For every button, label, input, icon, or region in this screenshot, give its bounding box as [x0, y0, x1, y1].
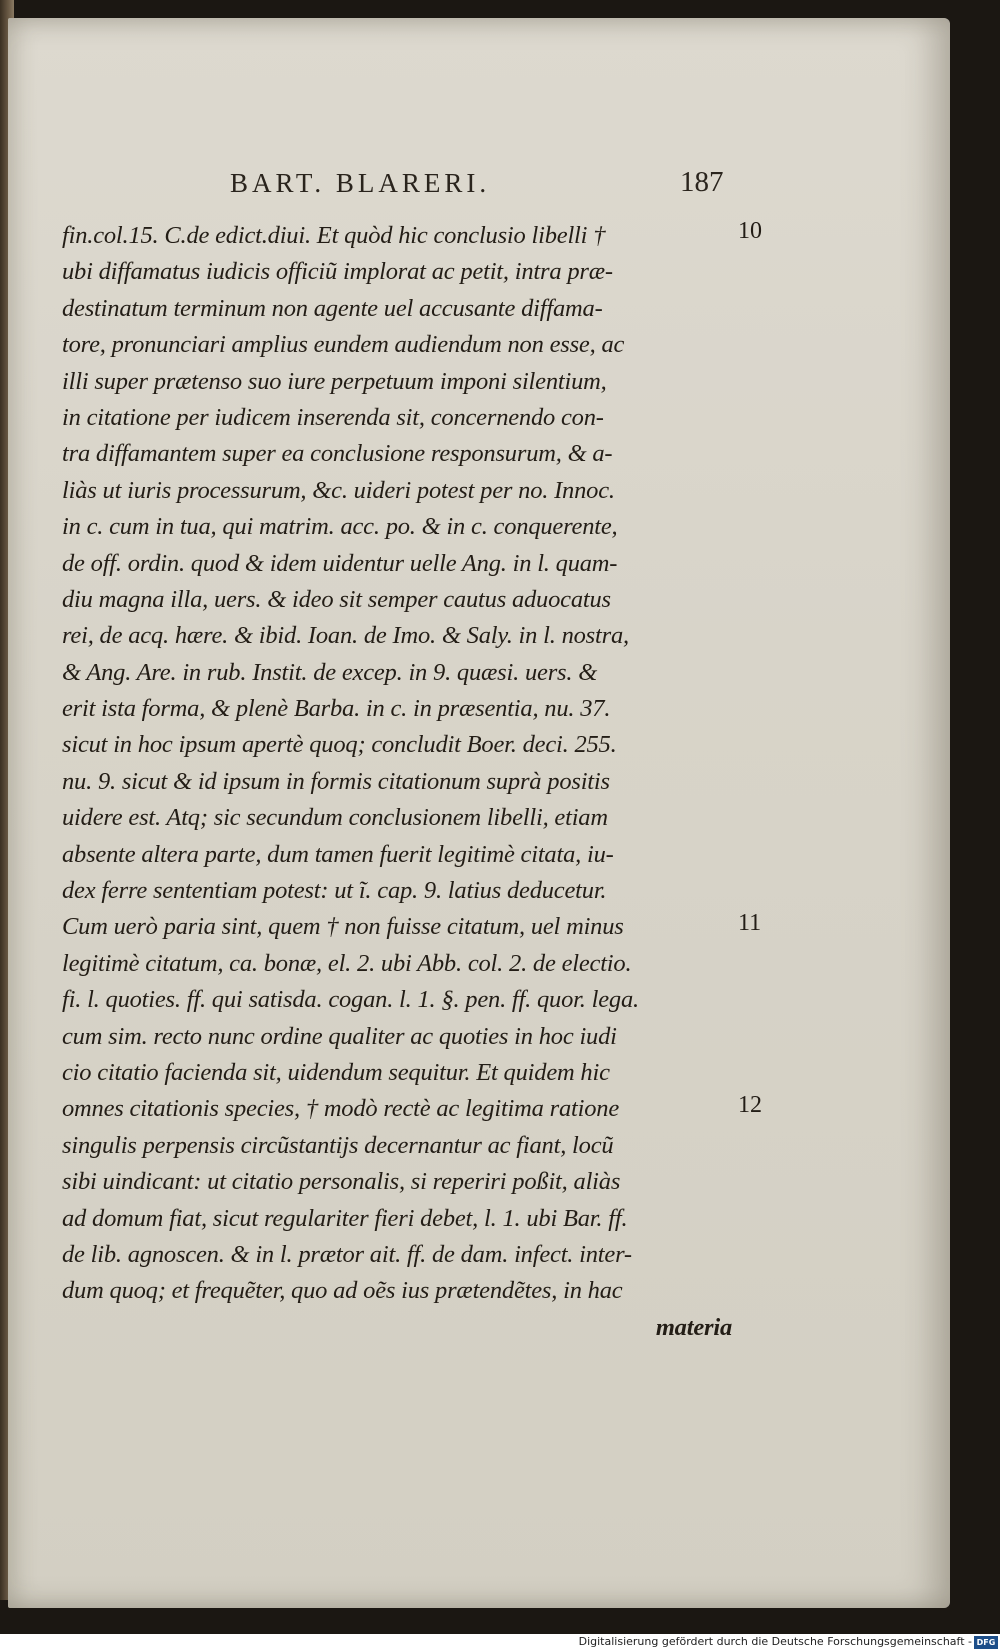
- text-line-content: omnes citationis species, † modò rectè ac legitima ratione: [62, 1095, 620, 1123]
- text-line: [62, 1055, 712, 1091]
- text-line: [62, 473, 712, 509]
- text-line: [62, 436, 712, 472]
- text-line-content: dex ferre sententiam potest: ut ĩ. cap. 9. latius deducetur.: [62, 877, 607, 905]
- text-line-content: sicut in hoc ipsum apertè quoq; concludit Boer. deci. 255.: [62, 731, 617, 759]
- book-page: [8, 18, 950, 1608]
- text-line-content: legitimè citatum, ca. bonæ, el. 2. ubi Abb. col. 2. de electio.: [62, 949, 632, 977]
- text-line-content: in citatione per iudicem inserenda sit, concernendo con-: [62, 403, 604, 431]
- text-line-content: liàs ut iuris processurum, &c. uideri potest per no. Innoc.: [62, 476, 615, 504]
- text-line: [62, 1091, 712, 1127]
- text-line-content: fi. l. quoties. ff. qui satisda. cogan. l. 1. §. pen. ff. quor. lega.: [62, 986, 639, 1014]
- running-head: BART. BLARERI.: [230, 168, 491, 198]
- text-line-content: illi super prætenso suo iure perpetuum imponi silentium,: [62, 367, 607, 395]
- text-line: [62, 1019, 712, 1055]
- text-line: [62, 982, 712, 1018]
- body-text: [62, 218, 732, 1346]
- text-line-content: Cum uerò paria sint, quem † non fuisse citatum, uel minus: [62, 913, 624, 941]
- text-line: [62, 873, 712, 909]
- text-line: [62, 218, 712, 254]
- text-line-content: erit ista forma, & plenè Barba. in c. in præsentia, nu. 37.: [62, 695, 611, 723]
- text-line-content: fin.col.15. C.de edict.diui. Et quòd hic conclusio libelli †: [62, 222, 606, 249]
- text-line: [62, 546, 712, 582]
- text-line-content: singulis perpensis circũstantijs decernantur ac fiant, locũ: [62, 1131, 614, 1159]
- text-line: [62, 254, 712, 290]
- text-line-content: uidere est. Atq; sic secundum conclusionem libelli, etiam: [62, 804, 608, 832]
- text-line-content: cum sim. recto nunc ordine qualiter ac quoties in hoc iudi: [62, 1022, 617, 1050]
- text-line: [62, 837, 712, 873]
- margin-number: 10: [738, 218, 762, 244]
- page-number: 187: [680, 166, 724, 198]
- text-line-content: rei, de acq. hære. & ibid. Ioan. de Imo. & Saly. in l. nostra,: [62, 622, 629, 650]
- catchword-line: [62, 1310, 732, 1346]
- text-line: [62, 582, 712, 618]
- text-line-content: tore, pronunciari amplius eundem audiendum non esse, ac: [62, 331, 625, 359]
- text-line: [62, 946, 712, 982]
- text-line: [62, 909, 712, 945]
- text-line-content: ubi diffamatus iudicis officiũ implorat ac petit, intra præ-: [62, 258, 613, 286]
- text-line: [62, 1237, 712, 1273]
- text-line: [62, 764, 712, 800]
- text-line-content: in c. cum in tua, qui matrim. acc. po. & in c. conquerente,: [62, 513, 618, 541]
- text-line: [62, 618, 712, 654]
- text-line-content: destinatum terminum non agente uel accusante diffama-: [62, 294, 603, 322]
- text-line: [62, 1201, 712, 1237]
- text-line-content: de off. ordin. quod & idem uidentur uelle Ang. in l. quam-: [62, 549, 618, 577]
- margin-number: 12: [738, 1091, 762, 1118]
- text-line: [62, 291, 712, 327]
- text-line-content: nu. 9. sicut & id ipsum in formis citationum suprà positis: [62, 767, 610, 795]
- text-line-content: sibi uindicant: ut citatio personalis, si reperiri poßit, aliàs: [62, 1168, 621, 1196]
- text-line: [62, 1164, 712, 1200]
- margin-number: 11: [738, 909, 762, 936]
- text-line-content: de lib. agnoscen. & in l. prætor ait. ff. de dam. infect. inter-: [62, 1240, 632, 1268]
- text-line: [62, 1128, 712, 1164]
- text-line-content: cio citatio facienda sit, uidendum sequitur. Et quidem hic: [62, 1058, 610, 1086]
- text-line: [62, 364, 712, 400]
- text-line-content: tra diffamantem super ea conclusione responsurum, & a-: [62, 440, 613, 468]
- text-line-content: absente altera parte, dum tamen fuerit legitimè citata, iu-: [62, 840, 614, 868]
- text-line-content: ad domum fiat, sicut regulariter fieri debet, l. 1. ubi Bar. ff.: [62, 1204, 628, 1232]
- footer-credit: Digitalisierung gefördert durch die Deutsche Forschungsgemeinschaft -: [578, 1635, 972, 1648]
- text-line-content: & Ang. Are. in rub. Instit. de excep. in 9. quæsi. uers. &: [62, 658, 598, 686]
- text-line-content: diu magna illa, uers. & ideo sit semper cautus aduocatus: [62, 585, 611, 613]
- text-line: [62, 400, 712, 436]
- text-line: [62, 1273, 712, 1309]
- text-line-content: dum quoq; et frequẽter, quo ad oẽs ius prætendẽtes, in hac: [62, 1277, 623, 1305]
- catchword: materia: [655, 1313, 732, 1341]
- text-line: [62, 727, 712, 763]
- dfg-logo: DFG: [974, 1636, 998, 1649]
- text-line: [62, 509, 712, 545]
- text-line: [62, 655, 712, 691]
- text-line: [62, 327, 712, 363]
- text-line: [62, 691, 712, 727]
- text-line: [62, 800, 712, 836]
